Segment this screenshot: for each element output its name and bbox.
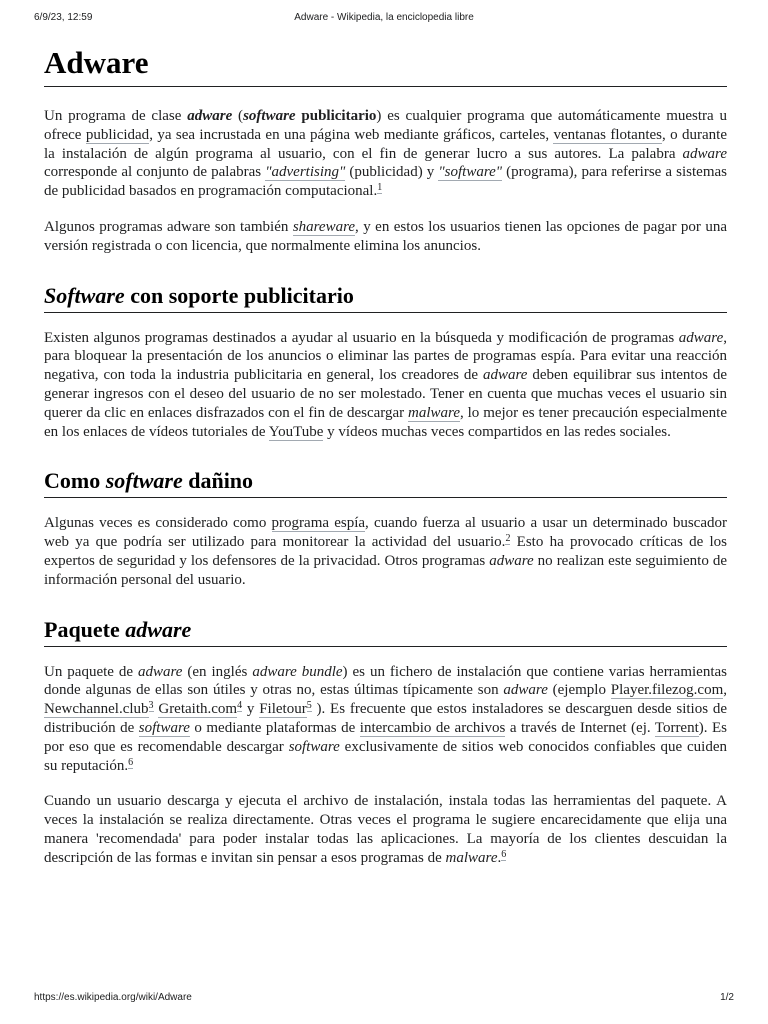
ref-2[interactable]: 2 [505,533,511,545]
link-intercambio-de-archivos[interactable]: intercambio de archivos [359,719,506,736]
section-heading-paquete-adware: Paquete adware [44,616,727,647]
section-paragraph-software-publicitario: Existen algunos programas destinados a ayudar al usuario en la búsqueda y modificación de programas adware, para bloquear la presentación de los anuncios o eliminar las partes de programas espía. Para evitar una reacción negativa, con toda la industria publicitaria en general, los creadores de adware deben equilibrar sus intentos de generar ingresos con el deseo del usuario de no ser molestado. Tener en cuenta que muchas veces el usuario sin querer da clic en enlaces disfrazados con el fin de descargar malware, lo mejor es tener precaución especialmente en los enlaces de vídeos tutoriales de YouTube y vídeos muchas veces compartidos en las redes sociales. [44,329,727,440]
link-publicidad[interactable]: publicidad [85,126,150,143]
section-paragraph-paquete-adware-2: Cuando un usuario descarga y ejecuta el archivo de instalación, instala todas las herramientas del paquete. A veces la instalación se realiza directamente. Otras veces el programa le sugiere encarecidamente que elija una manera 'recomendada' para poder instalar todas las aplicaciones. La mayoría de los clientes descuidan la descripción de las formas e invitan sin pensar a esos programas de malware.$^6$ [44,793,727,866]
article-content [44,44,727,868]
section-paragraph-software-danino: Algunas veces es considerado como programa espía, cuando fuerza al usuario a usar un determinado buscador web ya que podría ser utilizado para monitorear la actividad del usuario.$^2$ Esto ha provocado críticas de los expertos de seguridad y los defensores de la privacidad. Otros programas adware no realizan este seguimiento de información personal del usuario. [44,515,727,588]
link-ventanas-flotantes[interactable]: ventanas flotantes [553,126,662,143]
link-torrent[interactable]: Torrent [654,719,699,736]
section-heading-software-danino: Como software dañino [44,467,727,498]
link-software-distribucion[interactable]: software [138,719,190,736]
section-heading-software-publicitario: Software con soporte publicitario [44,282,727,313]
link-youtube[interactable]: YouTube [268,423,324,440]
link-newchannel[interactable]: Newchannel.club [44,701,149,718]
print-page-title: Adware - Wikipedia, la enciclopedia libre [294,12,474,23]
ref-6[interactable]: 6 [128,756,134,768]
link-shareware[interactable]: shareware [292,218,356,235]
link-programa-espia[interactable]: programa espía [271,515,366,532]
link-filetour[interactable]: Filetour [259,701,307,718]
link-player-filezog[interactable]: Player.filezog.com [610,682,724,699]
article-title: Adware [44,44,727,87]
intro-paragraph-1: Un programa de clase adware (software publicitario) es cualquier programa que automáticamente muestra u ofrece publicidad, ya sea incrustada en una página web mediante gráficos, carteles, ventanas flotantes, o durante la instalación de algún programa al usuario, con el fin de generar lucro a sus autores. La palabra adware corresponde al conjunto de palabras "advertising" (publicidad) y "software" (programa), para referirse a sistemas de publicidad basados en programación computacional.$^1$ [44,108,728,200]
print-url: https://es.wikipedia.org/wiki/Adware [34,992,192,1003]
ref-6-second[interactable]: 6 [501,848,507,860]
section-paragraph-paquete-adware-1: Un paquete de adware (en inglés adware bundle) es un fichero de instalación que contiene varias herramientas donde algunas de ellas son útiles y otras no, estas últimas típicamente son adware (ejemplo Player.filezog.com, Newchannel.club$^3$ Gretaith.com$^4$ y Filetour$^5$ ). Es frecuente que estos instaladores se descarguen desde sitios de distribución de software o mediante plataformas de intercambio de archivos a través de Internet (ej. Torrent). Es por eso que es recomendable descargar software exclusivamente de sitios web conocidos confiables que cuiden su reputación.$^6$ [44,663,728,774]
ref-4[interactable]: 4 [237,700,243,712]
ref-3[interactable]: 3 [148,700,154,712]
link-advertising[interactable]: "advertising" [265,164,346,181]
print-footer [34,992,734,1006]
print-datetime: 6/9/23, 12:59 [34,12,93,23]
ref-5[interactable]: 5 [306,700,312,712]
ref-1[interactable]: 1 [377,182,383,194]
print-header [34,12,734,26]
print-page-number: 1/2 [720,992,734,1003]
link-software[interactable]: "software" [438,164,503,181]
link-malware[interactable]: malware [408,404,460,421]
link-gretaith[interactable]: Gretaith.com [158,701,238,718]
intro-paragraph-2: Algunos programas adware son también shareware, y en estos los usuarios tienen las opciones de pagar por una versión registrada o con licencia, que normalmente elimina los anuncios. [44,218,727,254]
